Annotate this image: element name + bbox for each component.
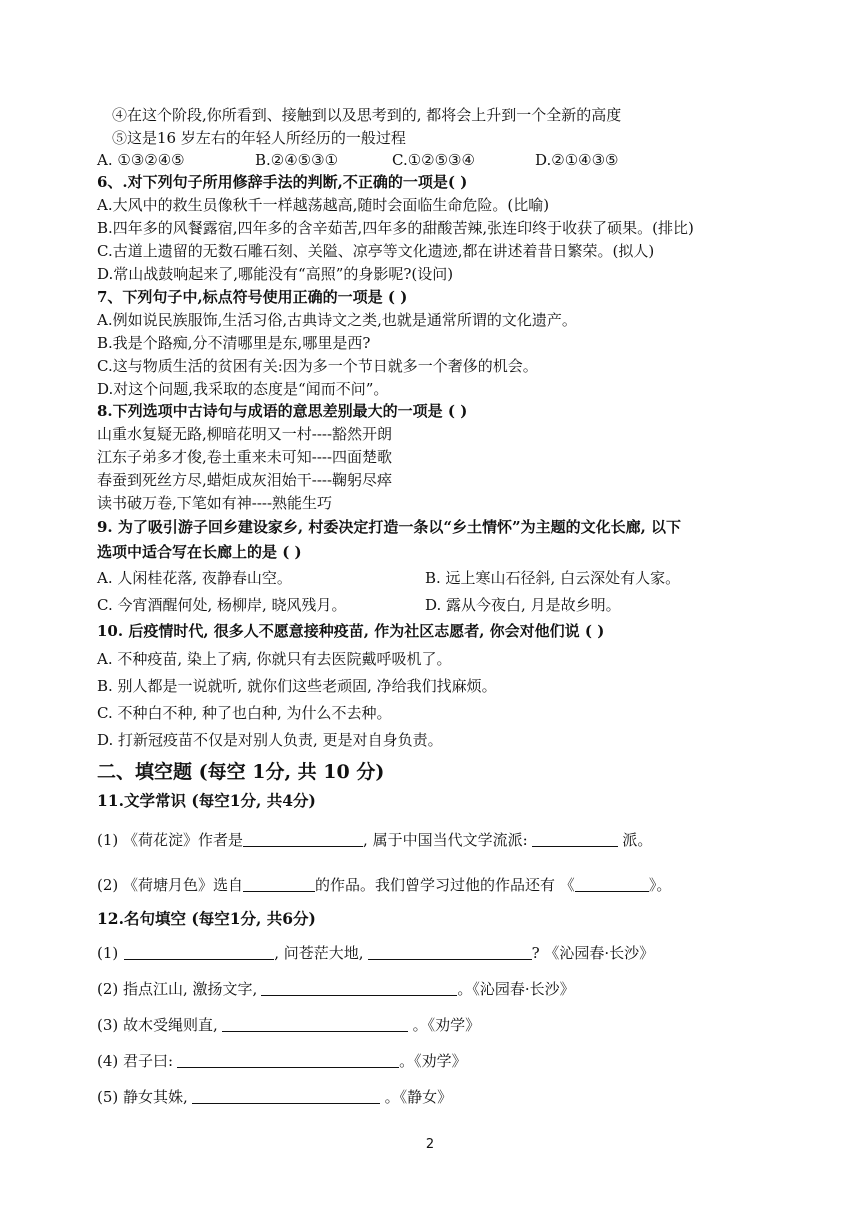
question-9-option-d: D. 露从今夜白, 月是故乡明。 — [425, 596, 621, 614]
answer-blank[interactable] — [575, 875, 649, 892]
question-7-option-b: B.我是个路痴,分不清哪里是东,哪里是西? — [97, 334, 371, 352]
option-c: C.①②⑤③④ — [392, 151, 475, 169]
question-11-part2-text-b: 的作品。我们曾学习过他的作品还有 《 — [315, 876, 575, 894]
sequence-item-5: ⑤这是16 岁左右的年轻人所经历的一般过程 — [112, 129, 406, 147]
question-9-option-b: B. 远上寒山石径斜, 白云深处有人家。 — [425, 569, 681, 587]
option-b: B.②④⑤③① — [255, 151, 339, 169]
question-10-option-c: C. 不种白不种, 种了也白种, 为什么不去种。 — [97, 704, 392, 722]
question-9-option-a: A. 人闲桂花落, 夜静春山空。 — [97, 569, 292, 587]
question-12-line3-source: 。《劝学》 — [407, 1016, 481, 1034]
answer-blank[interactable] — [222, 1015, 408, 1032]
question-7-option-a: A.例如说民族服饰,生活习俗,古典诗文之类,也就是通常所谓的文化遗产。 — [97, 311, 577, 329]
question-10-option-b: B. 别人都是一说就听, 就你们这些老顽固, 净给我们找麻烦。 — [97, 677, 497, 695]
question-12-line1-text: , 问苍茫大地, — [274, 944, 364, 962]
answer-blank[interactable] — [368, 943, 532, 960]
question-12-line5-source: 。《静女》 — [379, 1088, 453, 1106]
question-11-line-1 — [97, 829, 652, 851]
question-8-option-3: 春蚕到死丝方尽,蜡炬成灰泪始干----鞠躬尽瘁 — [97, 471, 393, 489]
question-9-stem-line1: 9. 为了吸引游子回乡建设家乡, 村委决定打造一条以“乡土情怀”为主题的文化长廊, 以下 — [97, 518, 682, 536]
question-8-option-2: 江东子弟多才俊,卷土重来未可知----四面楚歌 — [97, 448, 393, 466]
question-7-option-c: C.这与物质生活的贫困有关:因为多一个节日就多一个奢侈的机会。 — [97, 357, 538, 375]
question-12-line2-source: 。《沁园春·长沙》 — [457, 980, 575, 998]
question-6-option-a: A.大风中的救生员像秋千一样越荡越高,随时会面临生命危险。(比喻) — [97, 196, 550, 214]
question-8-option-1: 山重水复疑无路,柳暗花明又一村----豁然开朗 — [97, 425, 393, 443]
answer-blank[interactable] — [261, 979, 457, 996]
question-6-stem: 6、.对下列句子所用修辞手法的判断,不正确的一项是( ) — [97, 173, 468, 191]
question-12-line2-text: (2) 指点江山, 激扬文字, — [97, 980, 258, 998]
question-9-stem-line2: 选项中适合写在长廊上的是 ( ) — [97, 543, 302, 561]
question-8-stem: 8.下列选项中古诗句与成语的意思差别最大的一项是 ( ) — [97, 402, 468, 420]
question-12-line1-num: (1) — [97, 944, 119, 962]
question-8-option-4: 读书破万卷,下笔如有神----熟能生巧 — [97, 494, 333, 512]
question-11-part1-text-b: , 属于中国当代文学流派: — [363, 831, 528, 849]
question-11-title: 11.文学常识 (每空1分, 共4分) — [97, 791, 316, 810]
question-7-stem: 7、下列句子中,标点符号使用正确的一项是 ( ) — [97, 288, 408, 306]
question-12-title: 12.名句填空 (每空1分, 共6分) — [97, 909, 316, 928]
question-11-part2-text-c: 》。 — [648, 876, 672, 894]
question-12-line3-text: (3) 故木受绳则直, — [97, 1016, 218, 1034]
question-12-line-3 — [97, 1014, 480, 1036]
question-11-line-2 — [97, 874, 671, 896]
answer-blank[interactable] — [243, 875, 315, 892]
question-12-line-1 — [97, 942, 654, 964]
question-11-part1-text-c: 派。 — [617, 831, 653, 849]
option-a: A. ①③②④⑤ — [97, 151, 185, 169]
answer-blank[interactable] — [532, 830, 618, 847]
question-12-line1-source: ? 《沁园春·长沙》 — [531, 944, 655, 962]
question-10-option-d: D. 打新冠疫苗不仅是对别人负责, 更是对自身负责。 — [97, 731, 443, 749]
sequence-item-4: ④在这个阶段,你所看到、接触到以及思考到的, 都将会上升到一个全新的高度 — [112, 106, 622, 124]
question-6-option-d: D.常山战鼓响起来了,哪能没有“高照”的身影呢?(设问) — [97, 265, 454, 283]
question-6-option-c: C.古道上遗留的无数石雕石刻、关隘、凉亭等文化遗迹,都在讲述着昔日繁荣。(拟人) — [97, 242, 655, 260]
question-7-option-d: D.对这个问题,我采取的态度是“闻而不问”。 — [97, 380, 389, 398]
answer-blank[interactable] — [192, 1087, 380, 1104]
section-title-fill-in: 二、填空题 (每空 1分, 共 10 分) — [97, 761, 385, 783]
question-10-option-a: A. 不种疫苗, 染上了病, 你就只有去医院戴呼吸机了。 — [97, 650, 452, 668]
question-11-part2-text: (2) 《荷塘月色》选自 — [97, 876, 244, 894]
question-12-line-4 — [97, 1050, 467, 1072]
option-d: D.②①④③⑤ — [535, 151, 619, 169]
answer-blank[interactable] — [243, 830, 363, 847]
question-11-part1-text: (1) 《荷花淀》作者是 — [97, 831, 244, 849]
question-12-line4-source: 。《劝学》 — [399, 1052, 467, 1070]
question-12-line5-text: (5) 静女其姝, — [97, 1088, 188, 1106]
question-12-line-2 — [97, 978, 575, 1000]
question-9-option-c: C. 今宵酒醒何处, 杨柳岸, 晓风残月。 — [97, 596, 347, 614]
answer-blank[interactable] — [124, 943, 274, 960]
question-10-stem: 10. 后疫情时代, 很多人不愿意接种疫苗, 作为社区志愿者, 你会对他们说 ( ) — [97, 622, 605, 640]
answer-blank[interactable] — [177, 1051, 399, 1068]
page-number: 2 — [425, 1137, 435, 1152]
question-12-line-5 — [97, 1086, 452, 1108]
question-12-line4-text: (4) 君子曰: — [97, 1052, 174, 1070]
question-6-option-b: B.四年多的风餐露宿,四年多的含辛茹苦,四年多的甜酸苦辣,张连印终于收获了硕果。(排比) — [97, 219, 694, 237]
